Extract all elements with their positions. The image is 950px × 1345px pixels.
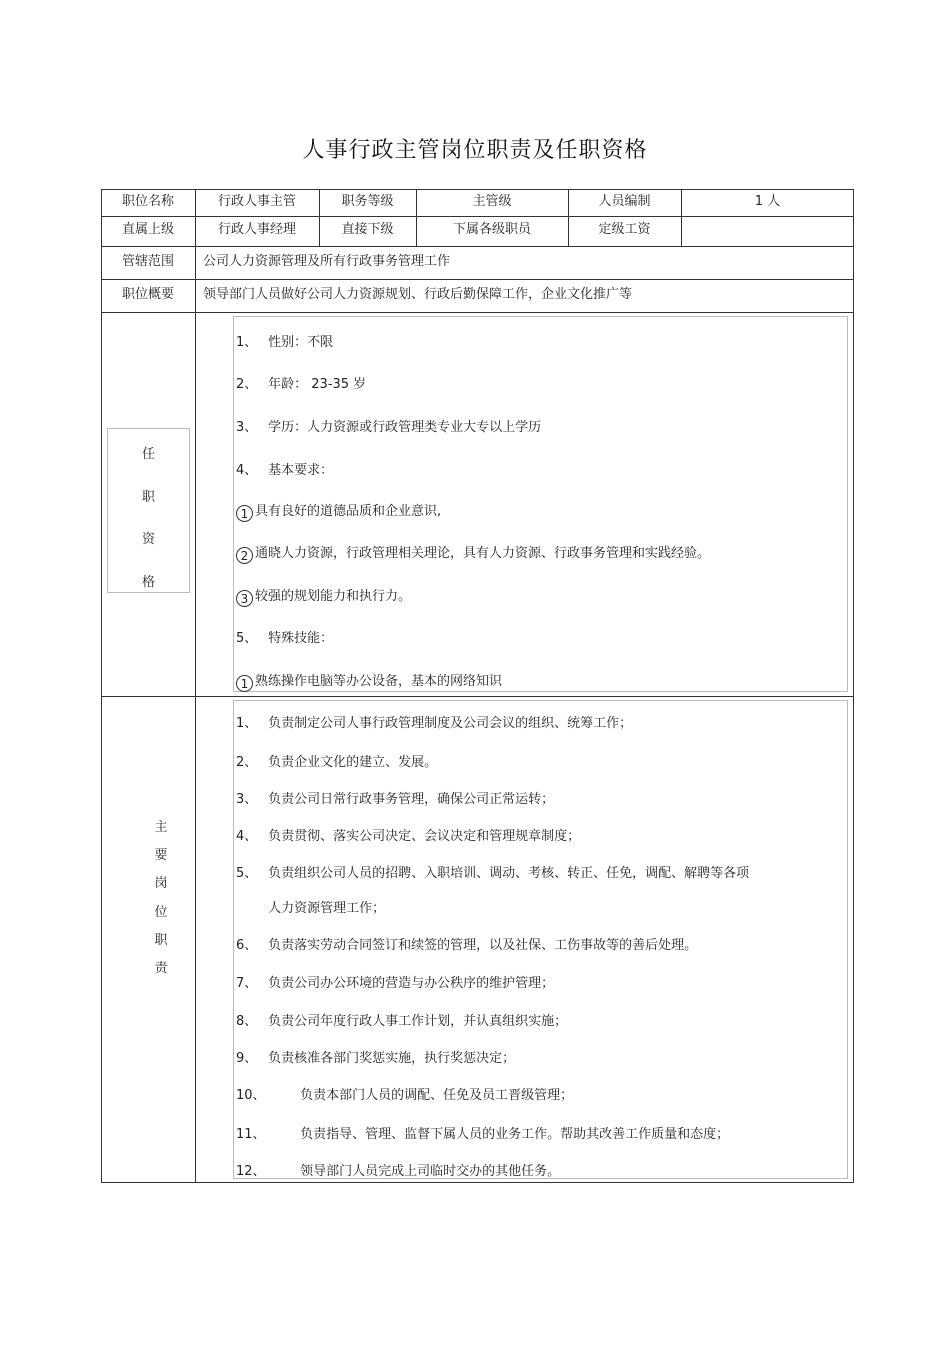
qualifications-label-char: 格 [141, 575, 155, 590]
duty-item [236, 1160, 560, 1179]
duty-item [236, 1084, 573, 1103]
circled-number-icon: 2 [236, 547, 253, 564]
item-number: 4、 [236, 829, 258, 844]
value-direct-subordinate: 下属各级职员 [452, 222, 531, 237]
item-text: 学历：人力资源或行政管理类专业大专以上学历 [268, 420, 542, 435]
item-number: 8、 [236, 1014, 258, 1029]
circled-number-icon: 3 [236, 590, 253, 607]
qualifications-label-char: 职 [141, 490, 155, 505]
item-text: 特殊技能： [268, 631, 334, 646]
page-title: 人事行政主管岗位职责及任职资格 [302, 138, 648, 163]
item-number: 10、 [236, 1088, 266, 1103]
item-text: 负责核准各部门奖惩实施，执行奖惩决定； [268, 1051, 516, 1066]
item-number: 3、 [236, 420, 258, 435]
item-text: 负责制定公司人事行政管理制度及公司会议的组织、统筹工作； [268, 716, 633, 731]
label-summary: 职位概要 [121, 287, 174, 302]
value-scope: 公司人力资源管理及所有行政事务管理工作 [203, 254, 451, 269]
item-number: 5、 [236, 631, 258, 646]
item-number: 9、 [236, 1051, 258, 1066]
item-text: 负责公司年度行政人事工作计划，并认真组织实施； [268, 1014, 568, 1029]
item-text: 负责本部门人员的调配、任免及员工晋级管理； [300, 1088, 574, 1103]
duties-label-char: 主 [154, 820, 168, 835]
duties-label-char: 责 [154, 961, 168, 976]
duties-label-char: 位 [154, 905, 168, 920]
row-divider [101, 216, 854, 217]
label-salary-grade: 定级工资 [598, 222, 651, 237]
item-number: 4、 [236, 463, 258, 478]
item-text: 性别：不限 [268, 335, 334, 350]
item-number: 5、 [236, 866, 258, 881]
item-number: 1、 [236, 716, 258, 731]
qualification-subitem [236, 542, 710, 564]
duty-item [236, 825, 580, 844]
label-headcount: 人员编制 [598, 194, 651, 209]
qualification-item [236, 627, 333, 646]
duty-item-continuation [236, 897, 385, 916]
row-divider [101, 312, 854, 313]
label-direct-superior: 直属上级 [121, 222, 174, 237]
item-text: 较强的规划能力和执行力。 [255, 589, 412, 604]
duty-item [236, 1123, 729, 1142]
item-number: 6、 [236, 938, 258, 953]
value-position-name: 行政人事主管 [217, 194, 296, 209]
item-text: 通晓人力资源，行政管理相关理论，具有人力资源、行政事务管理和实践经验。 [255, 546, 711, 561]
duty-item [236, 712, 632, 731]
qualification-subitem [236, 585, 411, 607]
row-divider [101, 246, 854, 247]
item-number: 2、 [236, 755, 258, 770]
value-summary: 领导部门人员做好公司人力资源规划、行政后勤保障工作，企业文化推广等 [203, 287, 633, 302]
row-divider [101, 279, 854, 280]
qualifications-label-char: 任 [141, 447, 155, 462]
item-text: 具有良好的道德品质和企业意识, [255, 504, 442, 519]
qualification-item [236, 416, 541, 435]
duties-label-char: 要 [154, 848, 168, 863]
circled-number-icon: 1 [236, 675, 253, 692]
row-divider [101, 696, 854, 697]
label-position-name: 职位名称 [121, 194, 174, 209]
duty-item [236, 972, 554, 991]
item-text: 人力资源管理工作； [268, 901, 386, 916]
duty-item [236, 751, 437, 770]
duty-item [236, 1010, 567, 1029]
item-text: 基本要求： [268, 463, 334, 478]
item-number: 1、 [236, 335, 258, 350]
qualification-item [236, 459, 333, 478]
col-divider [195, 189, 196, 1183]
duties-label-char: 职 [154, 933, 168, 948]
item-text: 负责企业文化的建立、发展。 [268, 755, 438, 770]
item-text: 负责指导、管理、监督下属人员的业务工作。帮助其改善工作质量和态度； [300, 1127, 730, 1142]
item-text: 年龄： 23-35 岁 [268, 377, 367, 392]
label-scope: 管辖范围 [121, 254, 174, 269]
qualification-item [236, 331, 333, 350]
qualification-subitem [236, 500, 441, 522]
item-number: 2、 [236, 377, 258, 392]
duty-item [236, 1047, 515, 1066]
value-direct-superior: 行政人事经理 [217, 222, 296, 237]
duty-item [236, 934, 697, 953]
item-text: 负责落实劳动合同签订和续签的管理，以及社保、工伤事故等的善后处理。 [268, 938, 698, 953]
qualification-item [236, 373, 366, 392]
label-direct-subordinate: 直接下级 [341, 222, 394, 237]
item-number: 11、 [236, 1127, 266, 1142]
duty-item [236, 862, 749, 881]
item-text: 负责公司办公环境的营造与办公秩序的维护管理； [268, 976, 555, 991]
item-number: 7、 [236, 976, 258, 991]
value-headcount: 1 人 [754, 194, 781, 209]
item-number: 12、 [236, 1164, 266, 1179]
item-text: 负责组织公司人员的招聘、入职培训、调动、考核、转正、任免，调配、解聘等各项 [268, 866, 750, 881]
label-job-grade: 职务等级 [341, 194, 394, 209]
item-number: 3、 [236, 792, 258, 807]
item-text: 负责公司日常行政事务管理，确保公司正常运转； [268, 792, 555, 807]
duties-label-char: 岗 [154, 876, 168, 891]
item-text: 熟练操作电脑等办公设备，基本的网络知识 [255, 674, 503, 689]
item-text: 领导部门人员完成上司临时交办的其他任务。 [300, 1164, 561, 1179]
qualification-subitem [236, 670, 502, 692]
qualifications-label-char: 资 [141, 532, 155, 547]
value-job-grade: 主管级 [472, 194, 512, 209]
item-text: 负责贯彻、落实公司决定、会议决定和管理规章制度； [268, 829, 581, 844]
circled-number-icon: 1 [236, 505, 253, 522]
duty-item [236, 788, 554, 807]
